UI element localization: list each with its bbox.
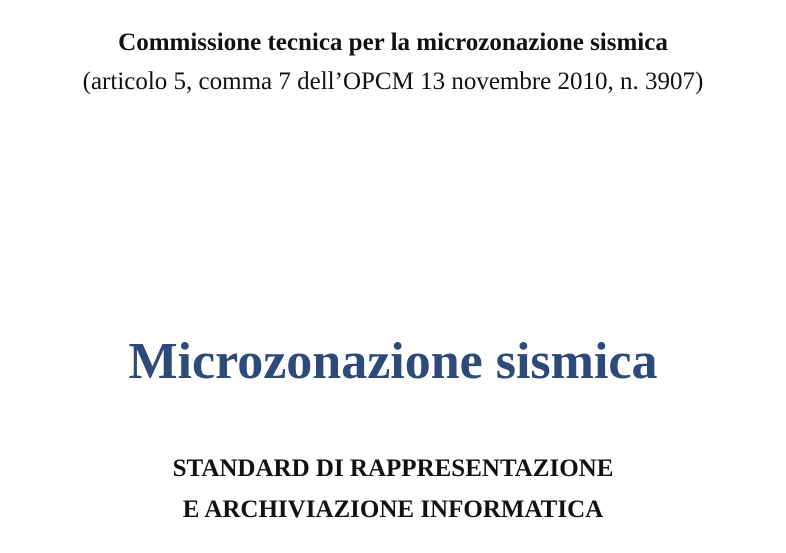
ordinance-reference: (articolo 5, comma 7 dell’OPCM 13 novembre 2010, n. 3907) bbox=[82, 68, 704, 95]
document-title: Microzonazione sismica bbox=[128, 333, 658, 390]
document-subtitle-line-1: STANDARD DI RAPPRESENTAZIONE bbox=[172, 455, 614, 482]
document-subtitle-line-2: E ARCHIVIAZIONE INFORMATICA bbox=[182, 496, 604, 523]
commission-heading: Commissione tecnica per la microzonazione sismica bbox=[118, 29, 668, 56]
